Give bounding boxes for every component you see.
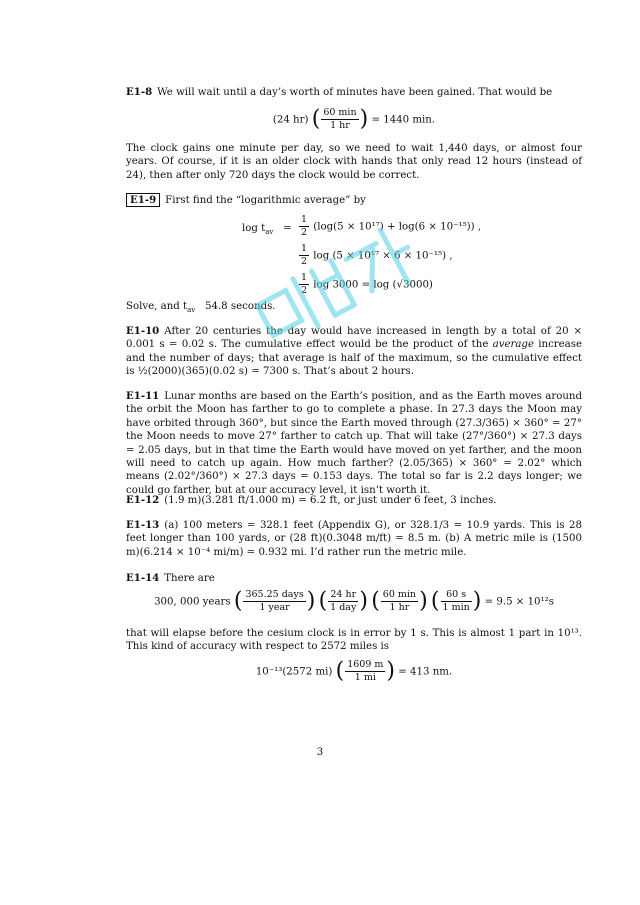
problem-e1-14-intro: E1-14 There are	[126, 572, 215, 584]
equation-e1-14-distance: 10⁻¹³(2572 mi) ( $\frac{1609 m}{1 mi}$ ) = 413 nm.	[255, 658, 453, 684]
problem-label: E1-9	[126, 193, 160, 207]
equation-e1-8: (24 hr) ( $\frac{60 \min}{1 hr}$ ) = 1440 min.	[272, 106, 436, 132]
page-number: 3	[316, 747, 324, 758]
problem-e1-14-body: that will elapse before the cesium clock is in error by 1 s. This is almost 1 part in 10¹³. This kind of accuracy with respect to 2572 miles is	[126, 628, 582, 653]
problem-label: E1-12	[126, 494, 160, 506]
preview-watermark-logo	[238, 205, 458, 355]
problem-label: E1-13	[126, 519, 160, 531]
problem-label: E1-14	[126, 572, 160, 584]
equation-e1-9-line-2: $\frac{1}{2}$ log (5 × 10¹⁷ × 6 × 10⁻¹⁵) ,	[301, 243, 453, 267]
problem-label: E1-11	[126, 390, 160, 402]
problem-e1-9-intro: E1-9 First find the “logarithmic average” by	[126, 194, 582, 207]
equation-e1-9-line-1: $\frac{1}{2}$ (log(5 × 10¹⁷) + log(6 × 10⁻¹⁵)) ,	[301, 214, 482, 238]
problem-e1-13: E1-13 (a) 100 meters = 328.1 feet (Appendix G), or 328.1/3 = 10.9 yards. This is 28 feet longer than 100 yards, or (28 ft)(0.3048 m/ft) = 8.5 m. (b) A metric mile is (1500 m)(6.214 × 10⁻⁴ mi/m) = 0.932 mi. I’d rather run the metric mile.	[126, 519, 582, 558]
equation-e1-9-lhs: $\log t_{av}$ =	[242, 223, 292, 237]
problem-e1-8-body: The clock gains one minute per day, so we need to wait 1,440 days, or almost four years. Of course, if it is an older clock with hands that only read 12 hours (instead of 24), then after only 720 days the clock would be correct.	[126, 143, 582, 181]
problem-e1-9-solve: Solve, and $t_{av}$ 54.8 seconds.	[126, 301, 276, 315]
problem-e1-11: E1-11 Lunar months are based on the Earth’s position, and as the Earth moves around the orbit the Moon has farther to go to complete a phase. In 27.3 days the Moon may have orbited through 360°, but since the Earth moved through (27.3/365) × 360° = 27° the Moon needs to move 27° farther to catch up. That will take (27°/360°) × 27.3 days = 2.05 days, but in that time the Earth would have moved on yet farther, and the moon will need to catch up again. How much farther? (2.05/365) × 360° = 2.02° which means (2.02°/360°) × 27.3 days = 0.153 days. The total so far is 2.2 days longer; we could go farther, but at our accuracy level, it isn’t worth it.	[126, 390, 582, 496]
equation-e1-14: 300, 000 years ( $\frac{\text{365.25 days}}{\text{1 year}}$ ) ( $\frac{24 hr}{\text{1 day}}$ ) ( $\frac{60 \min}{1 hr}$ ) ( $\frac{60 s}{1 \min}$ ) = 9.5 × 10¹²s	[154, 588, 554, 614]
fraction: $\frac{60 \min}{1 hr}$	[323, 107, 357, 131]
problem-label: E1-8	[126, 86, 153, 98]
equation-e1-9-line-3: $\frac{1}{2}$ log 3000 = log (√3000)	[301, 272, 433, 296]
problem-e1-12: E1-12 (1.9 m)(3.281 ft/1.000 m) = 6.2 ft, or just under 6 feet, 3 inches.	[126, 494, 497, 506]
problem-e1-8-intro: E1-8 We will wait until a day’s worth of minutes have been gained. That would be	[126, 86, 553, 98]
problem-e1-10: E1-10 After 20 centuries the day would have increased in length by a total of 20 × 0.001 s = 0.02 s. The cumulative effect would be the product of the average increase and the number of days; that average is half of the maximum, so the cumulative effect is ½(2000)(365)(0.02 s) = 7300 s. That’s about 2 hours.	[126, 325, 583, 378]
problem-label: E1-10	[126, 325, 160, 337]
